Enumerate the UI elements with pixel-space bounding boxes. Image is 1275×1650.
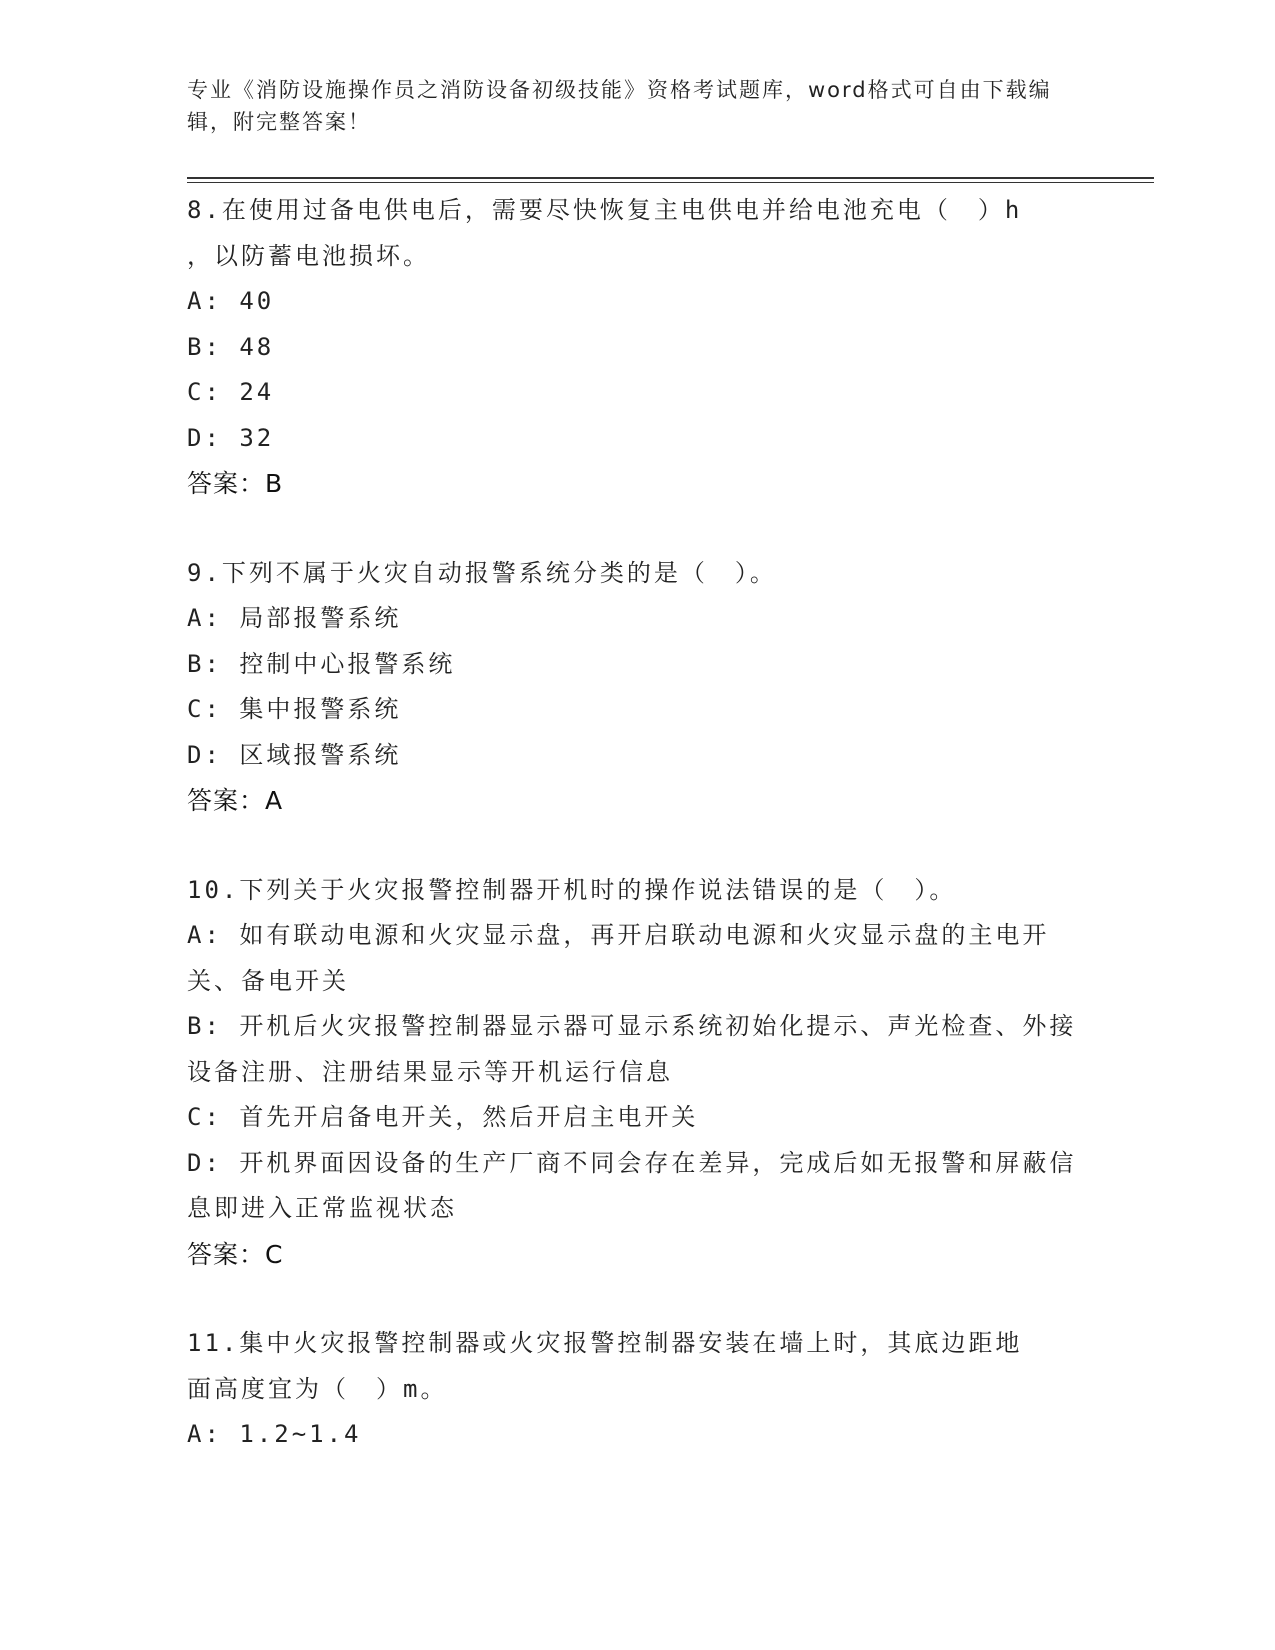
answer-label: 答案：B: [187, 469, 284, 498]
option-a: A: 1.2~1.4: [187, 1420, 362, 1448]
question-10: [187, 868, 1087, 1278]
option-d: D: 区域报警系统: [187, 740, 402, 769]
question-8: [187, 188, 1087, 507]
question-stem: 11.集中火灾报警控制器或火灾报警控制器安装在墙上时，其底边距地: [187, 1329, 1023, 1357]
question-stem: 8.在使用过备电供电后，需要尽快恢复主电供电并给电池充电（ ）h: [187, 196, 1023, 224]
option-a: A: 局部报警系统: [187, 604, 402, 632]
option-c: C: 首先开启备电开关，然后开启主电开关: [187, 1103, 699, 1131]
answer-label: 答案：A: [187, 786, 284, 815]
question-list: [187, 188, 1087, 1502]
question-stem: ，以防蓄电池损坏。: [187, 241, 430, 270]
option-c: C: 24: [187, 378, 275, 406]
answer-label: 答案：C: [187, 1239, 284, 1269]
option-b: B: 控制中心报警系统: [187, 649, 456, 678]
option-c: C: 集中报警系统: [187, 695, 402, 723]
option-a: A: 如有联动电源和火灾显示盘，再开启联动电源和火灾显示盘的主电开关、备电开关: [187, 921, 1050, 995]
option-b: B: 开机后火灾报警控制器显示器可显示系统初始化提示、声光检查、外接设备注册、注册结果显示等开机运行信息: [187, 1012, 1077, 1086]
question-9: [187, 551, 1087, 824]
option-d: D: 开机界面因设备的生产厂商不同会存在差异，完成后如无报警和屏蔽信息即进入正常监视状态: [187, 1148, 1077, 1222]
question-stem: 10.下列关于火灾报警控制器开机时的操作说法错误的是（ ）。: [187, 875, 957, 904]
question-stem: 面高度宜为（ ）m。: [187, 1374, 448, 1403]
option-d: D: 32: [187, 423, 275, 452]
header-divider-thin: [187, 182, 1154, 183]
header-divider-thick: [187, 177, 1154, 179]
question-11: [187, 1321, 1087, 1458]
question-stem: 9.下列不属于火灾自动报警系统分类的是（ ）。: [187, 558, 777, 587]
option-b: B: 48: [187, 332, 275, 361]
document-header: 专业《消防设施操作员之消防设备初级技能》资格考试题库，word格式可自由下载编辑，附完整答案！: [187, 78, 1052, 134]
option-a: A: 40: [187, 287, 275, 315]
